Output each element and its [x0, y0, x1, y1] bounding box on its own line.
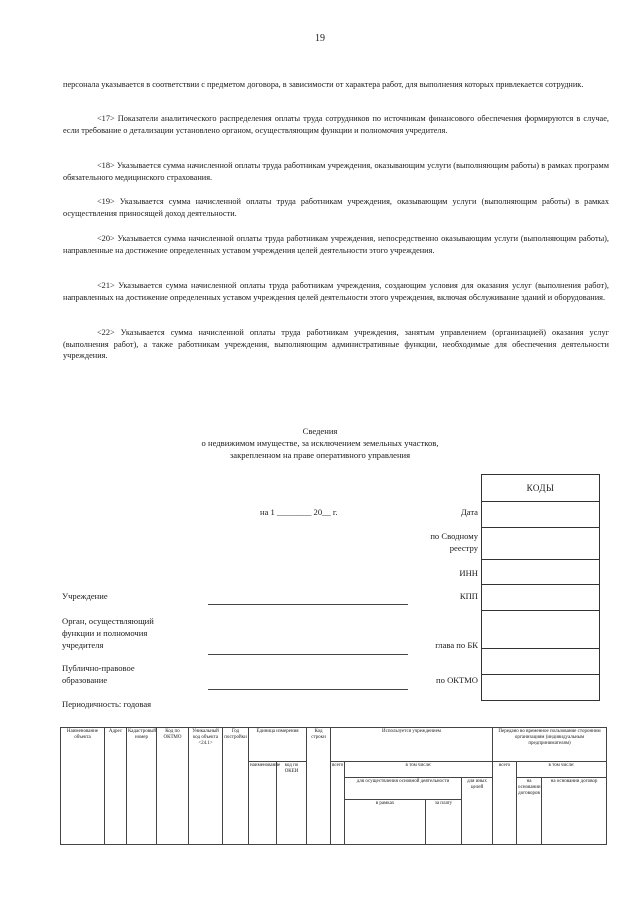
th-unique-code: Уникальный код объекта <24.1>: [189, 728, 223, 845]
th-paid: за плату: [426, 800, 462, 845]
note-18: <18> Указывается сумма начисленной оплаты труда работникам учреждения, оказывающим услуги (выполняющим работы) в рамках программ обязательного медицинского страхования.: [63, 161, 609, 182]
property-table: [60, 727, 607, 845]
institution-line[interactable]: [208, 604, 408, 605]
th-used-total: всего: [331, 762, 345, 845]
label-institution: Учреждение: [62, 591, 108, 601]
note-19: <19> Указывается сумма начисленной оплаты труда работникам учреждения, оказывающим услуги (выполняющим работы) в рамках осуществления приносящей доход деятельности.: [63, 197, 609, 218]
code-inn[interactable]: [482, 560, 599, 585]
th-cadastre: Кадастровый номер: [127, 728, 157, 845]
th-oktmo: Код по ОКТМО: [157, 728, 189, 845]
report-date-line: на 1 ________ 20__ г.: [260, 507, 338, 517]
form-subtitle-2: закрепленном на праве оперативного управления: [229, 450, 411, 460]
th-lease-contracts: на основании договоров: [517, 778, 542, 845]
th-transferred-incl: в том числе:: [517, 762, 607, 778]
th-unit-okei: код по ОКЕИ: [277, 762, 307, 845]
code-kpp[interactable]: [482, 585, 599, 611]
label-registry-1: по Сводному: [430, 531, 478, 541]
label-oktmo: по ОКТМО: [436, 675, 478, 685]
th-name: Наименование объекта: [61, 728, 105, 845]
th-row-code: Код строки: [307, 728, 331, 845]
th-unit-name: наименование: [249, 762, 277, 845]
note-22: <22> Указывается сумма начисленной оплаты труда работникам учреждения, занятым управлением (организацией) оказания услуг (выполнения работ), а также работникам учреждения, выполняющим административные функции, необходимые для обеспечения деятельности учреждения.: [63, 328, 609, 361]
codes-box: [481, 474, 600, 701]
note-17: <17> Показатели аналитического распределения оплаты труда сотрудников по источникам финансового обеспечения формируются в случае, если требование о детализации установлено органом, осуществляющим функции и полномочия учредителя.: [63, 114, 609, 135]
th-main-activity: для осуществления основной деятельности: [345, 778, 462, 800]
code-registry[interactable]: [482, 528, 599, 560]
note-21: <21> Указывается сумма начисленной оплаты труда работникам учреждения, создающим условия для оказания услуг (выполнения работ), направленных на достижение определенных уставом учреждения целей деятельности этого учреждения, включая обслуживание зданий и оборудования.: [63, 281, 609, 302]
label-organ-3: учредителя: [62, 640, 104, 650]
label-public-2: образование: [62, 675, 108, 685]
public-line[interactable]: [208, 689, 408, 690]
th-transferred-total: всего: [493, 762, 517, 845]
note-20: <20> Указывается сумма начисленной оплаты труда работникам учреждения, непосредственно оказывающим услуги (выполняющим работы), направленные на достижение определенных уставом учреждения целей деятельности этого учреждения.: [63, 234, 609, 255]
label-organ-2: функции и полномочия: [62, 628, 148, 638]
label-registry-2: реестру: [449, 543, 478, 553]
code-period[interactable]: [482, 675, 599, 700]
label-public-1: Публично-правовое: [62, 663, 135, 673]
form-subtitle-1: о недвижимом имуществе, за исключением земельных участков,: [201, 438, 439, 448]
codes-header: КОДЫ: [482, 475, 599, 502]
label-date: Дата: [460, 507, 478, 517]
organ-line[interactable]: [208, 654, 408, 655]
th-unit: Единица измерения: [249, 728, 307, 762]
th-other-purposes: для иных целей: [462, 778, 493, 845]
label-organ-1: Орган, осуществляющий: [62, 616, 154, 626]
label-periodicity: Периодичность: годовая: [62, 699, 152, 709]
th-address: Адрес: [105, 728, 127, 845]
th-transferred: Передано во временное пользование сторонним организациям (индивидуальным предпринимателям): [493, 728, 607, 762]
code-date[interactable]: [482, 502, 599, 528]
page-number: 19: [315, 33, 325, 44]
code-glava-bk[interactable]: [482, 611, 599, 649]
th-used-incl: в том числе:: [345, 762, 493, 778]
label-glava-bk: глава по БК: [435, 640, 478, 650]
th-used: Используется учреждением: [331, 728, 493, 762]
th-other-contracts: на основании договор: [542, 778, 607, 845]
label-kpp: КПП: [459, 591, 478, 601]
code-oktmo[interactable]: [482, 649, 599, 675]
label-inn: ИНН: [459, 568, 478, 578]
form-title: Сведения: [302, 426, 338, 436]
note-continuation: персонала указывается в соответствии с предметом договора, в зависимости от характера работ, для выполнения которых привлекается сотрудник.: [63, 80, 584, 89]
th-year: Год постройки: [223, 728, 249, 845]
th-within: в рамках: [345, 800, 426, 845]
